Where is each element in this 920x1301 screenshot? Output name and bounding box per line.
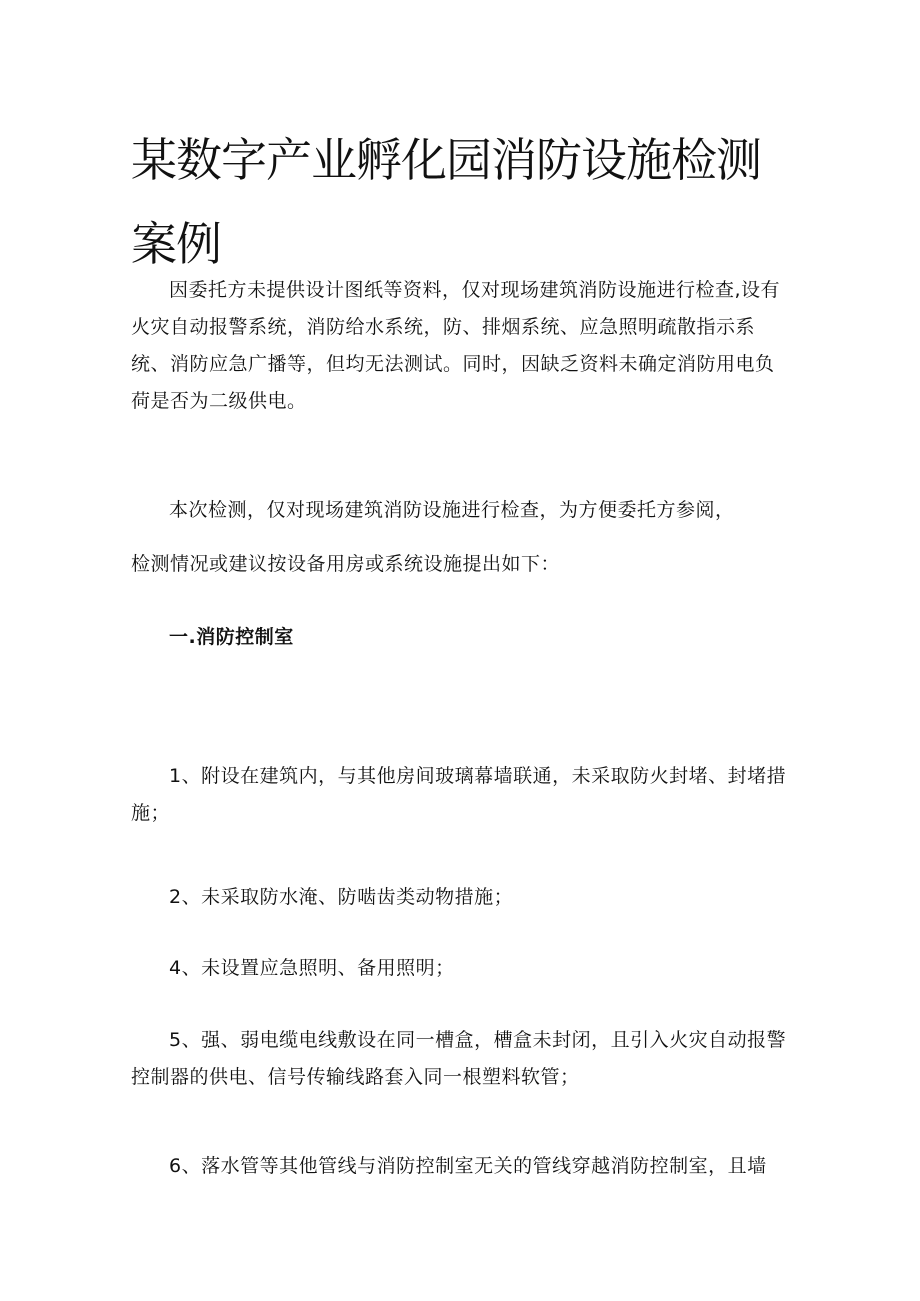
list-item: 5、强、弱电缆电线敷设在同一槽盒，槽盒未封闭，且引入火灾自动报警控制器的供电、信号传输线路套入同一根塑料软管；: [131, 1029, 787, 1088]
list-item: 1、附设在建筑内，与其他房间玻璃幕墙联通，未采取防火封堵、封堵措施；: [131, 765, 787, 824]
scope-line-2: 检测情况或建议按设备用房或系统设施提出如下：: [131, 553, 561, 575]
scope-line-1: 本次检测，仅对现场建筑消防设施进行检查，为方便委托方参阅，: [169, 499, 735, 521]
list-item: 2、未采取防水淹、防啮齿类动物措施；: [169, 886, 514, 908]
list-item: 4、未设置应急照明、备用照明；: [169, 957, 455, 979]
section-heading: 一.消防控制室: [169, 626, 294, 648]
document-title: 某数字产业孵化园消防设施检测案例: [131, 133, 761, 271]
intro-paragraph: 因委托方未提供设计图纸等资料，仅对现场建筑消防设施进行检查,设有火灾自动报警系统，消防给水系统，防、排烟系统、应急照明疏散指示系统、消防应急广播等，但均无法测试。同时，因缺乏资料未确定消防用电负荷是否为二级供电。: [131, 279, 781, 412]
list-item: 6、落水管等其他管线与消防控制室无关的管线穿越消防控制室，且墙: [169, 1155, 767, 1177]
